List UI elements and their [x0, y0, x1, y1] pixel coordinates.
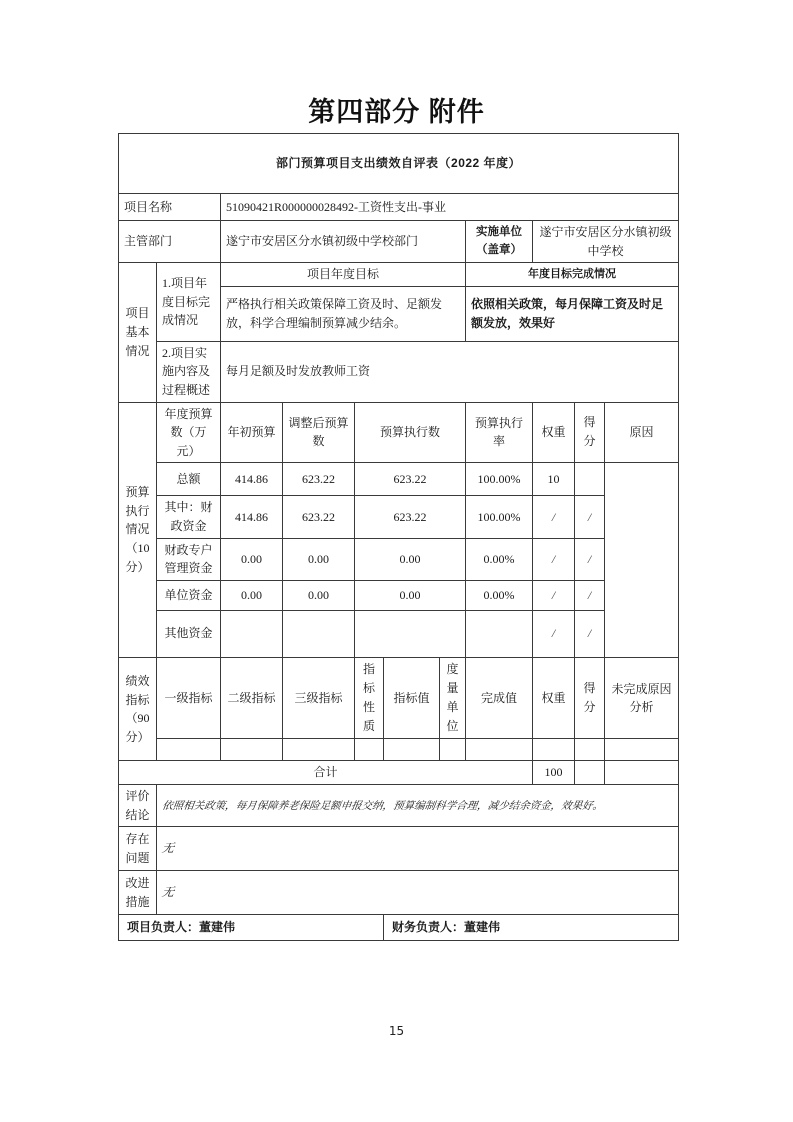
annual-goal-label: 1.项目年度目标完成情况 — [157, 263, 221, 342]
budget-cell-adjusted: 623.22 — [283, 463, 355, 496]
department-label: 主管部门 — [119, 221, 221, 263]
budget-header-weight: 权重 — [533, 402, 575, 463]
performance-header-level1: 一级指标 — [157, 657, 221, 739]
implementation-text: 每月足额及时发放教师工资 — [221, 341, 679, 402]
total-reason — [605, 761, 679, 785]
budget-header-adjusted: 调整后预算数 — [283, 402, 355, 463]
budget-cell-weight: / — [533, 580, 575, 610]
budget-header-initial: 年初预算 — [221, 402, 283, 463]
conclusion-text: 依照相关政策，每月保障养老保险足额申报交纳，预算编制科学合理，减少结余资金，效果好。 — [157, 785, 679, 827]
budget-cell-score: / — [575, 580, 605, 610]
budget-section-label: 预算执行情况（10分） — [119, 402, 157, 657]
budget-cell-score: / — [575, 538, 605, 580]
total-label: 合计 — [119, 761, 533, 785]
budget-cell-adjusted: 0.00 — [283, 538, 355, 580]
empty-cell — [605, 739, 679, 761]
empty-cell — [221, 739, 283, 761]
performance-header-value: 指标值 — [384, 657, 440, 739]
empty-cell — [533, 739, 575, 761]
budget-reason-cell — [605, 463, 679, 657]
empty-cell — [157, 739, 221, 761]
goal-completion-header: 年度目标完成情况 — [466, 263, 679, 287]
performance-header-completion: 完成值 — [466, 657, 533, 739]
performance-section-label: 绩效指标（90分） — [119, 657, 157, 761]
budget-cell-executed — [355, 610, 466, 657]
budget-cell-adjusted: 0.00 — [283, 580, 355, 610]
empty-cell — [440, 739, 466, 761]
budget-header-rate: 预算执行率 — [466, 402, 533, 463]
basic-section-label: 项目基本情况 — [119, 263, 157, 402]
table-title: 部门预算项目支出绩效自评表（2022 年度） — [119, 134, 679, 194]
budget-cell-weight: 10 — [533, 463, 575, 496]
finance-lead-signature: 财务负责人：董建伟 — [384, 915, 679, 941]
annual-goal-header: 项目年度目标 — [221, 263, 466, 287]
budget-cell-rate: 100.00% — [466, 496, 533, 538]
department-value: 遂宁市安居区分水镇初级中学校部门 — [221, 221, 466, 263]
empty-cell — [355, 739, 384, 761]
empty-cell — [384, 739, 440, 761]
total-score — [575, 761, 605, 785]
budget-header-annual: 年度预算数（万元） — [157, 402, 221, 463]
evaluation-table — [118, 133, 679, 941]
budget-row-label: 总额 — [157, 463, 221, 496]
implementation-label: 2.项目实施内容及过程概述 — [157, 341, 221, 402]
budget-header-score: 得分 — [575, 402, 605, 463]
budget-cell-initial: 414.86 — [221, 496, 283, 538]
project-name-value: 51090421R000000028492-工资性支出-事业 — [221, 194, 679, 221]
problems-text: 无 — [157, 827, 679, 871]
budget-cell-executed: 623.22 — [355, 496, 466, 538]
total-weight: 100 — [533, 761, 575, 785]
annual-goal-text: 严格执行相关政策保障工资及时、足额发放，科学合理编制预算减少结余。 — [221, 286, 466, 341]
performance-header-level2: 二级指标 — [221, 657, 283, 739]
budget-cell-executed: 623.22 — [355, 463, 466, 496]
budget-cell-weight: / — [533, 496, 575, 538]
performance-header-weight: 权重 — [533, 657, 575, 739]
budget-row-label: 其中：财政资金 — [157, 496, 221, 538]
budget-cell-rate — [466, 610, 533, 657]
project-lead-signature: 项目负责人：董建伟 — [119, 915, 384, 941]
empty-cell — [575, 739, 605, 761]
performance-header-reason: 未完成原因分析 — [605, 657, 679, 739]
budget-cell-score — [575, 463, 605, 496]
budget-cell-weight: / — [533, 610, 575, 657]
improvements-label: 改进措施 — [119, 871, 157, 915]
budget-cell-initial: 0.00 — [221, 580, 283, 610]
budget-cell-adjusted — [283, 610, 355, 657]
budget-cell-rate: 0.00% — [466, 538, 533, 580]
budget-cell-score: / — [575, 610, 605, 657]
conclusion-label: 评价结论 — [119, 785, 157, 827]
performance-header-unit: 度量单位 — [440, 657, 466, 739]
budget-cell-rate: 0.00% — [466, 580, 533, 610]
empty-cell — [283, 739, 355, 761]
budget-row-label: 财政专户管理资金 — [157, 538, 221, 580]
budget-cell-initial: 0.00 — [221, 538, 283, 580]
goal-completion-text: 依照相关政策，每月保障工资及时足额发放，效果好 — [466, 286, 679, 341]
performance-header-nature: 指标性质 — [355, 657, 384, 739]
implementing-unit-value: 遂宁市安居区分水镇初级中学校 — [533, 221, 679, 263]
improvements-text: 无 — [157, 871, 679, 915]
budget-cell-initial: 414.86 — [221, 463, 283, 496]
budget-cell-executed: 0.00 — [355, 580, 466, 610]
performance-header-score: 得分 — [575, 657, 605, 739]
problems-label: 存在问题 — [119, 827, 157, 871]
budget-cell-weight: / — [533, 538, 575, 580]
empty-cell — [466, 739, 533, 761]
budget-cell-initial — [221, 610, 283, 657]
budget-cell-score: / — [575, 496, 605, 538]
budget-header-executed: 预算执行数 — [355, 402, 466, 463]
budget-row-label: 单位资金 — [157, 580, 221, 610]
performance-header-level3: 三级指标 — [283, 657, 355, 739]
budget-cell-adjusted: 623.22 — [283, 496, 355, 538]
project-name-label: 项目名称 — [119, 194, 221, 221]
implementing-unit-label: 实施单位（盖章） — [466, 221, 533, 263]
section-heading: 第四部分 附件 — [308, 97, 485, 127]
budget-header-reason: 原因 — [605, 402, 679, 463]
page-number: 15 — [388, 1024, 405, 1038]
budget-row-label: 其他资金 — [157, 610, 221, 657]
budget-cell-rate: 100.00% — [466, 463, 533, 496]
budget-cell-executed: 0.00 — [355, 538, 466, 580]
